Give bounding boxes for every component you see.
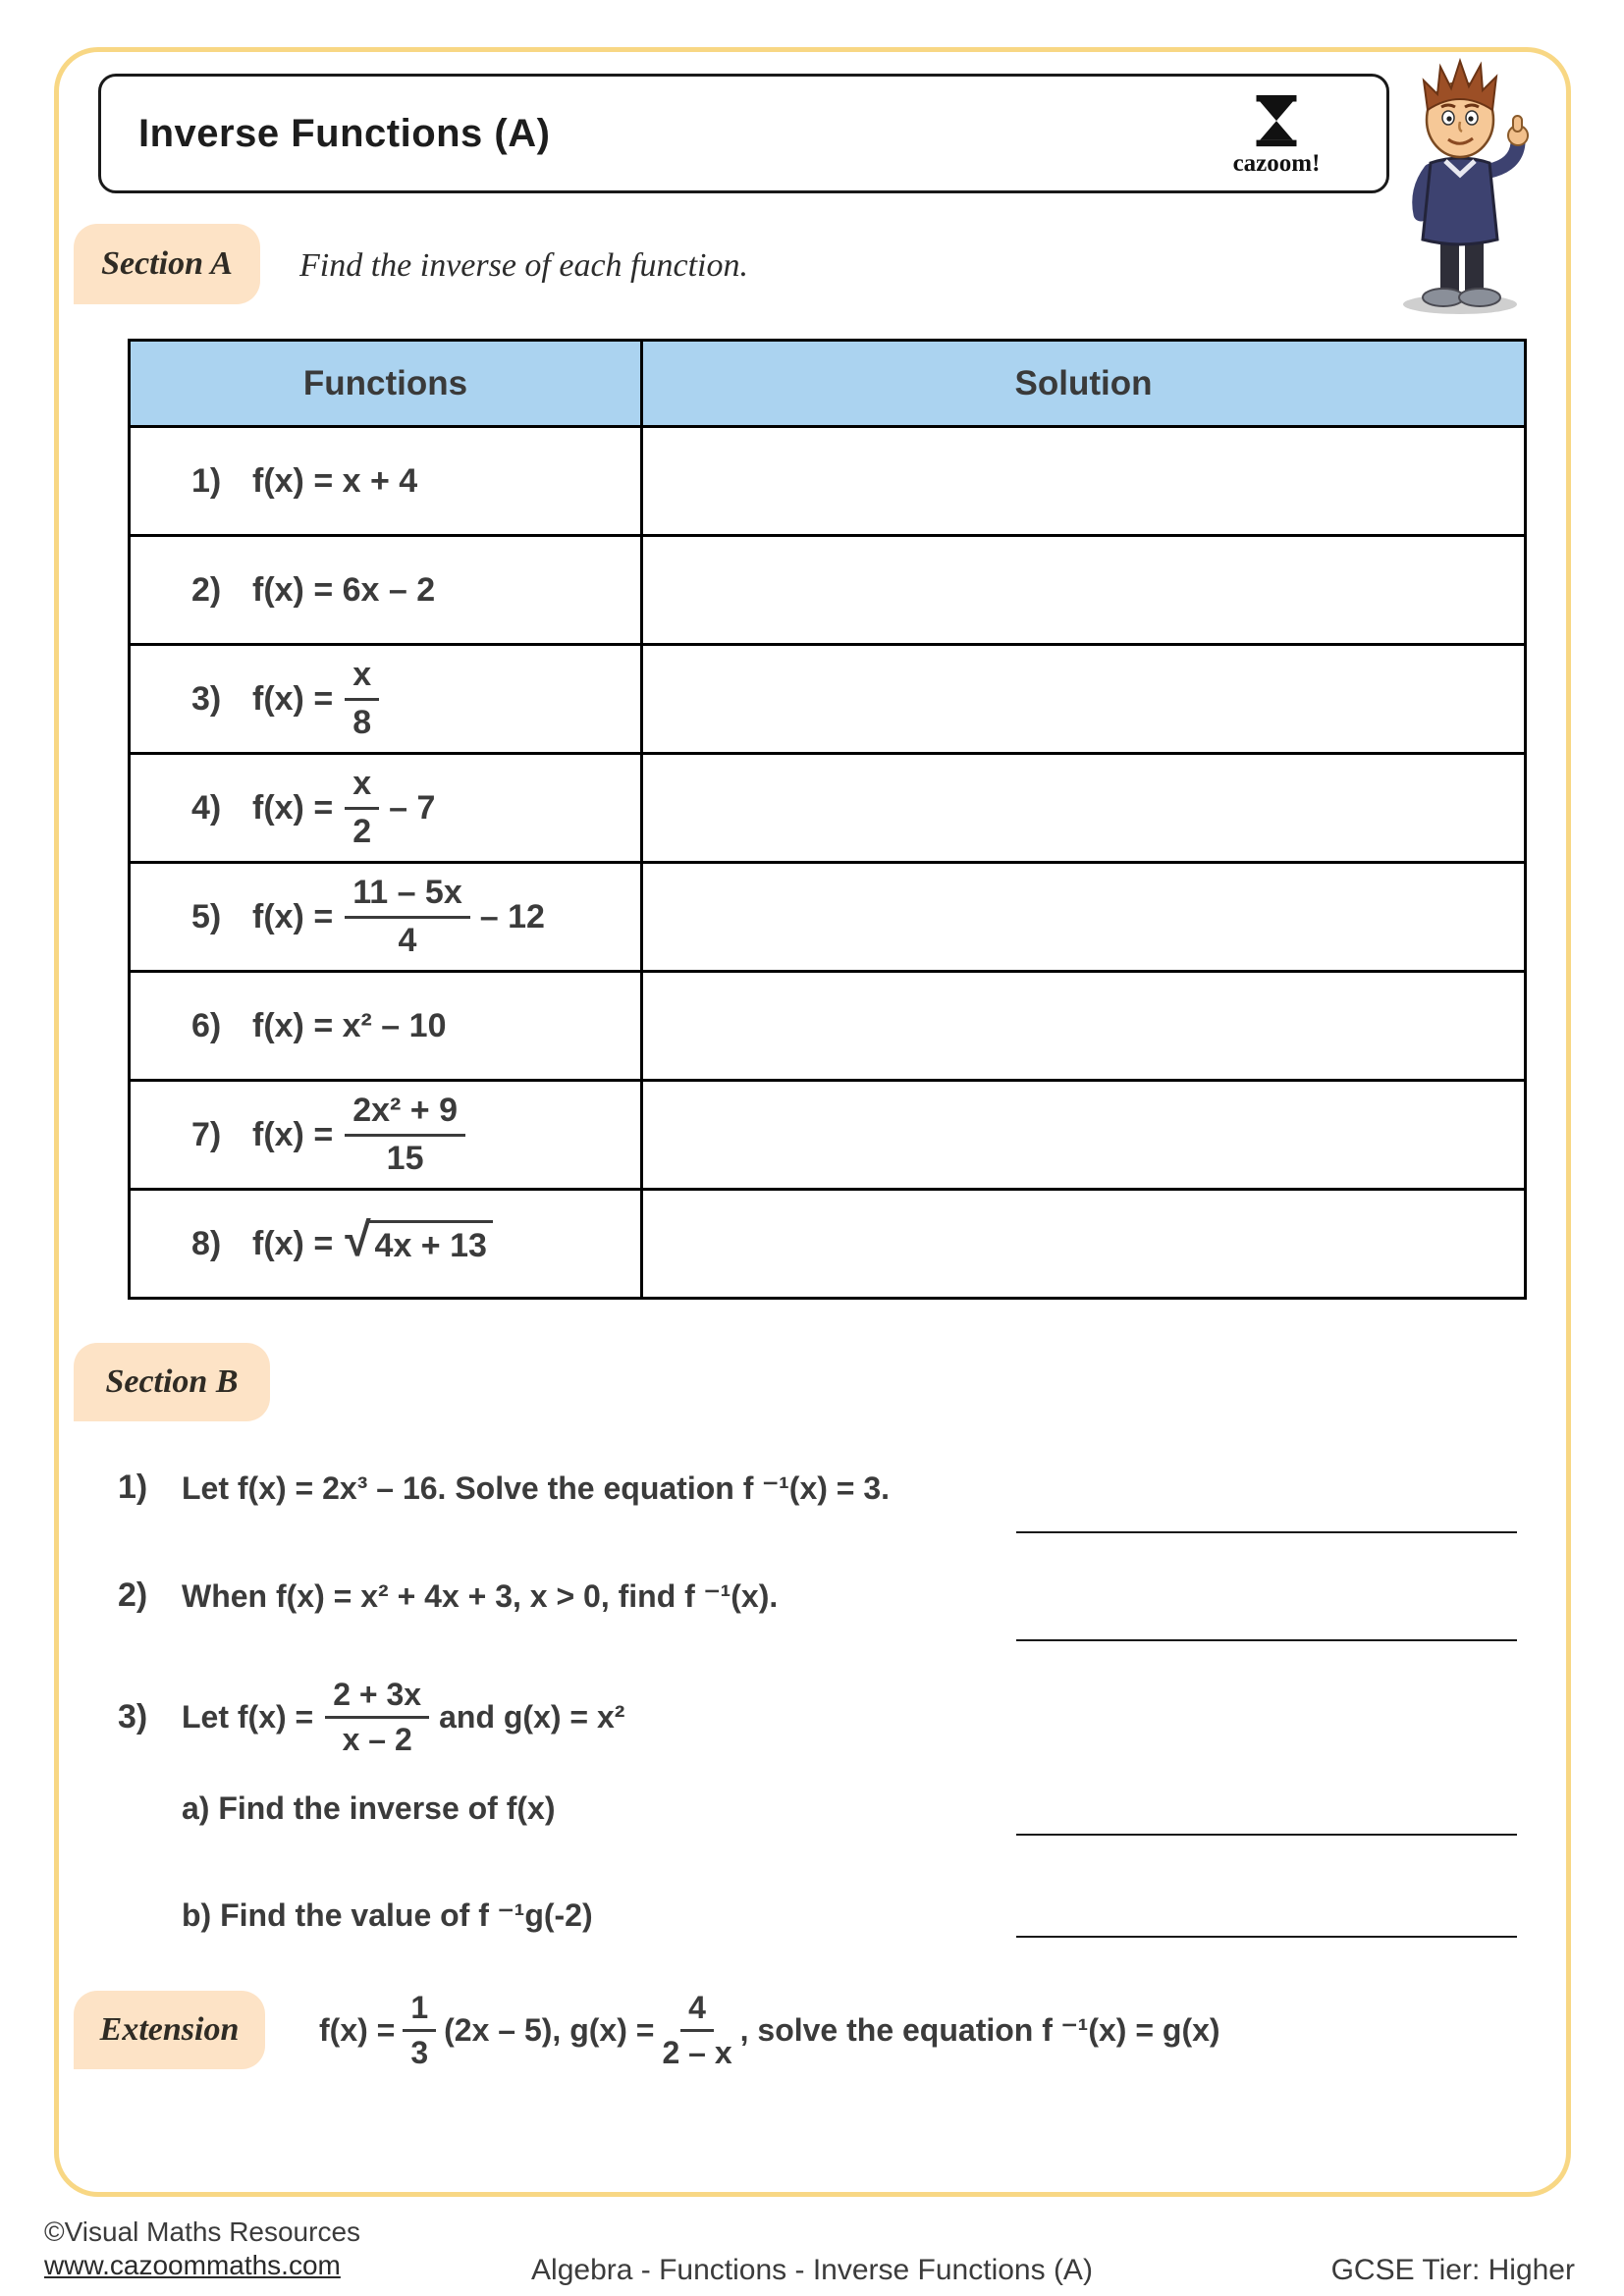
fraction-numerator: x: [345, 765, 379, 809]
fraction: [403, 1990, 436, 2071]
fraction-denominator: 15: [386, 1139, 424, 1177]
row-number: 3): [191, 679, 222, 718]
function-expression: [252, 648, 379, 749]
row-number: 5): [191, 897, 222, 935]
function-expression: [252, 757, 435, 858]
table-row: [131, 861, 1524, 970]
radical-sign: √: [345, 1214, 371, 1266]
row-number: 2): [191, 570, 222, 609]
extension-label: [74, 1991, 265, 2069]
row-number: 7): [191, 1115, 222, 1153]
extension-prefix: f(x) =: [319, 2011, 396, 2048]
function-cell: [131, 1082, 643, 1188]
boy-thumbs-up-illustration: [1386, 51, 1534, 316]
table-row: [131, 643, 1524, 752]
section-b-label-text: Section B: [105, 1363, 239, 1400]
answer-line: [1016, 1834, 1517, 1836]
fraction-numerator: x: [345, 656, 379, 700]
fraction-denominator: 2 – x: [662, 2034, 732, 2070]
fraction-numerator: 4: [680, 1990, 714, 2032]
solution-cell: [643, 755, 1524, 861]
section-a-label: [74, 224, 260, 304]
function-cell: [131, 428, 643, 534]
solution-cell: [643, 973, 1524, 1079]
question-text-suffix: and g(x) = x²: [439, 1698, 625, 1735]
extension-question: [319, 1989, 1220, 2070]
question-3b: b) Find the value of f ⁻¹g(-2): [182, 1897, 593, 1933]
fraction-denominator: 2: [352, 812, 372, 850]
expression-suffix: – 12: [479, 897, 545, 935]
row-number: 4): [191, 788, 222, 827]
expression-prefix: f(x) =: [252, 897, 334, 935]
fraction-numerator: 11 – 5x: [345, 874, 470, 918]
footer-tier: GCSE Tier: Higher: [1330, 2254, 1575, 2286]
solution-cell: [643, 1191, 1524, 1297]
extension-suffix: , solve the equation f ⁻¹(x) = g(x): [739, 2012, 1220, 2048]
function-cell: [131, 755, 643, 861]
fraction: [662, 1990, 731, 2071]
footer-website-link[interactable]: www.cazoommaths.com: [44, 2250, 341, 2280]
cartoon-character: [1386, 51, 1534, 318]
section-a-label-text: Section A: [101, 245, 233, 282]
table-row: [131, 1188, 1524, 1297]
question-number: 2): [118, 1576, 148, 1614]
fraction-numerator: 2x² + 9: [345, 1092, 465, 1136]
answer-line: [1016, 1531, 1517, 1533]
answer-line: [1016, 1639, 1517, 1641]
function-expression: f(x) = 6x – 2: [252, 570, 436, 609]
fraction: [345, 874, 470, 959]
table-row: [131, 1079, 1524, 1188]
fraction: [325, 1677, 429, 1758]
function-expression: [252, 866, 545, 967]
fraction-numerator: 2 + 3x: [325, 1677, 429, 1719]
function-expression: f(x) = x² – 10: [252, 1006, 447, 1044]
function-expression: [252, 1084, 465, 1185]
page-title: Inverse Functions (A): [138, 111, 551, 155]
function-cell: [131, 646, 643, 752]
section-b-label: [74, 1343, 270, 1421]
question-text: Let f(x) = 2x³ – 16. Solve the equation f ⁻¹(x) = 3.: [182, 1469, 891, 1506]
functions-table: [128, 339, 1527, 1300]
fraction: [345, 656, 379, 741]
question-1: [118, 1468, 890, 1507]
section-a-instruction: Find the inverse of each function.: [299, 247, 748, 284]
fraction-denominator: 3: [410, 2034, 429, 2070]
function-expression: f(x) = x + 4: [252, 461, 418, 500]
table-row: [131, 752, 1524, 861]
fraction-denominator: x – 2: [342, 1721, 412, 1757]
row-number: 6): [191, 1006, 222, 1044]
expression-suffix: – 7: [389, 788, 436, 827]
question-2: [118, 1576, 778, 1615]
hourglass-icon: [1249, 95, 1304, 148]
fraction-denominator: 4: [398, 921, 417, 959]
extension-middle: (2x – 5), g(x) =: [444, 2011, 655, 2048]
expression-prefix: f(x) =: [252, 679, 334, 718]
row-number: 8): [191, 1224, 222, 1262]
fraction-numerator: 1: [403, 1990, 436, 2032]
fraction-denominator: 8: [352, 703, 372, 741]
extension-label-text: Extension: [99, 2011, 240, 2048]
solution-cell: [643, 428, 1524, 534]
fraction: [345, 765, 379, 850]
function-cell: [131, 864, 643, 970]
solution-cell: [643, 646, 1524, 752]
question-text: When f(x) = x² + 4x + 3, x > 0, find f ⁻¹(x).: [182, 1577, 779, 1614]
question-number: 3): [118, 1697, 148, 1735]
question-number: 1): [118, 1468, 148, 1506]
function-cell: [131, 1191, 643, 1297]
sqrt-expression: [345, 1214, 493, 1267]
logo-text: cazoom!: [1232, 150, 1321, 177]
col-header-solution: Solution: [1014, 363, 1153, 402]
title-box: [98, 74, 1389, 193]
footer-breadcrumb: Algebra - Functions - Inverse Functions (A): [531, 2254, 1093, 2286]
question-text-prefix: Let f(x) =: [182, 1698, 314, 1735]
col-header-functions: Functions: [131, 342, 643, 425]
table-header-row: [131, 342, 1524, 425]
radicand: 4x + 13: [369, 1220, 493, 1265]
answer-line: [1016, 1936, 1517, 1938]
function-cell: [131, 973, 643, 1079]
question-3: [118, 1669, 624, 1766]
table-row: [131, 970, 1524, 1079]
question-3a: a) Find the inverse of f(x): [182, 1790, 556, 1826]
solution-cell: [643, 537, 1524, 643]
table-row: [131, 425, 1524, 534]
expression-prefix: f(x) =: [252, 1224, 334, 1262]
expression-prefix: f(x) =: [252, 1115, 334, 1153]
solution-cell: [643, 864, 1524, 970]
fraction: [345, 1092, 465, 1177]
solution-cell: [643, 1082, 1524, 1188]
expression-prefix: f(x) =: [252, 788, 334, 827]
row-number: 1): [191, 461, 222, 500]
cazoom-logo: [1218, 84, 1335, 188]
function-cell: [131, 537, 643, 643]
table-row: [131, 534, 1524, 643]
function-expression: [252, 1214, 493, 1267]
footer-copyright: ©Visual Maths Resources: [44, 2216, 361, 2247]
